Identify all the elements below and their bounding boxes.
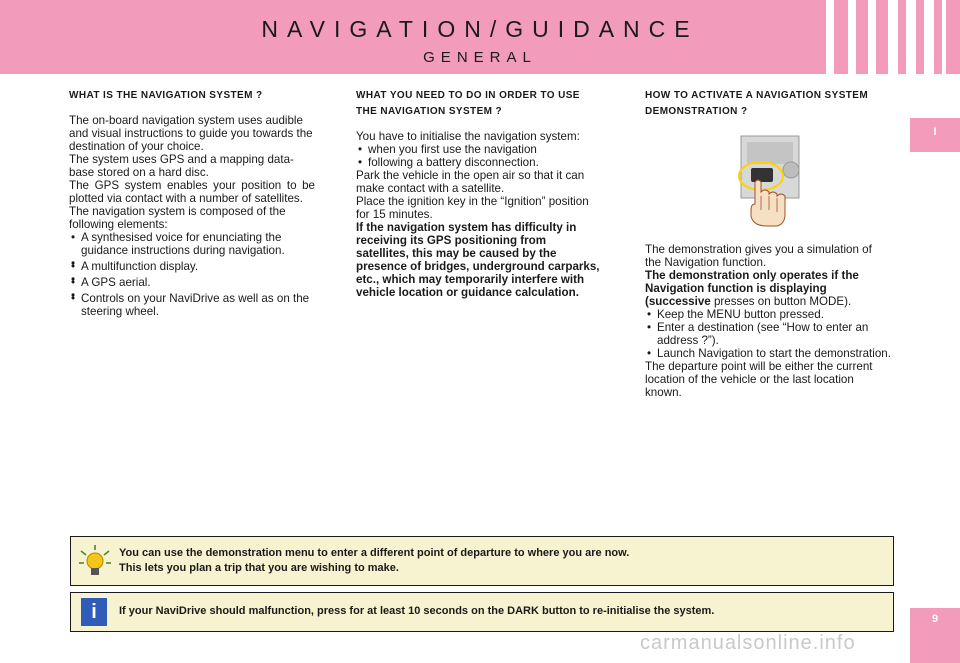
- info-icon: i: [81, 598, 107, 626]
- page-subtitle: GENERAL: [423, 49, 537, 66]
- list-item: • Enter a destination (see “How to enter an address ?”).: [645, 321, 891, 347]
- tip-text: You can use the demonstration menu to enter a different point of departure to where you are now. This lets you plan a trip that you are wishing to make.: [119, 547, 630, 574]
- paragraph: You have to initialise the navigation system:: [356, 130, 580, 143]
- heading-what-to-do: WHAT YOU NEED TO DO IN ORDER TO USE THE NAVIGATION SYSTEM ?: [356, 90, 580, 117]
- paragraph: The demonstration gives you a simulation of the Navigation function.: [645, 243, 872, 269]
- heading-what-is: WHAT IS THE NAVIGATION SYSTEM ?: [69, 90, 263, 101]
- hand-pressing-button-illustration: [733, 134, 803, 229]
- section-tab[interactable]: [910, 118, 960, 152]
- paragraph: The GPS system enables your position to be plotted via contact with a number of satellites.: [69, 179, 315, 205]
- element-list: [69, 231, 315, 318]
- list-item: • A synthesised voice for enunciating the guidance instructions during navigation.: [69, 231, 315, 257]
- paragraph: The on-board navigation system uses audible and visual instructions to guide you towards the destination of your choice.: [69, 114, 313, 153]
- column-what-to-do: [356, 88, 602, 299]
- paragraph-demo-condition: The demonstration only operates if the Navigation function is displaying (successive presses on button MODE).: [645, 269, 859, 308]
- list-item: • Keep the MENU button pressed.: [645, 308, 891, 321]
- paragraph: Place the ignition key in the “Ignition” position for 15 minutes.: [356, 195, 589, 221]
- list-item: • Launch Navigation to start the demonstration.: [645, 347, 891, 360]
- paragraph: The navigation system is composed of the following elements:: [69, 205, 286, 231]
- demo-steps-list: [645, 308, 891, 360]
- info-text: If your NaviDrive should malfunction, press for at least 10 seconds on the DARK button to re-initialise the system.: [119, 605, 715, 617]
- init-list: [356, 143, 602, 169]
- list-item: • following a battery disconnection.: [356, 156, 602, 169]
- tip-box: [70, 536, 894, 586]
- warning-paragraph: If the navigation system has difficulty in receiving its GPS positioning from satellites, this may be caused by the presence of bridges, underground carparks, etc., which may temporarily interfere with vehicle location or guidance calculation.: [356, 221, 600, 299]
- header-banner: [0, 0, 960, 74]
- watermark: carmanualsonline.info: [640, 632, 856, 654]
- paragraph: The system uses GPS and a mapping data-base stored on a hard disc.: [69, 153, 294, 179]
- column-demonstration: [645, 88, 891, 399]
- list-item: • Controls on your NaviDrive as well as on the steering wheel.: [69, 292, 315, 318]
- heading-demonstration: HOW TO ACTIVATE A NAVIGATION SYSTEM DEMONSTRATION ?: [645, 90, 869, 117]
- paragraph: Park the vehicle in the open air so that it can make contact with a satellite.: [356, 169, 585, 195]
- list-item: • A multifunction display.: [69, 260, 315, 273]
- list-item: • A GPS aerial.: [69, 276, 315, 289]
- info-box: [70, 592, 894, 632]
- list-item: • when you first use the navigation: [356, 143, 602, 156]
- column-navigation-system: [69, 88, 315, 318]
- section-tab-label: I: [933, 126, 937, 138]
- page-title: NAVIGATION/GUIDANCE: [261, 16, 699, 42]
- paragraph: The departure point will be either the current location of the vehicle or the last location known.: [645, 360, 873, 399]
- page-number: 9: [931, 613, 939, 625]
- lightbulb-icon: [77, 543, 113, 579]
- page-number-tab: [910, 608, 960, 663]
